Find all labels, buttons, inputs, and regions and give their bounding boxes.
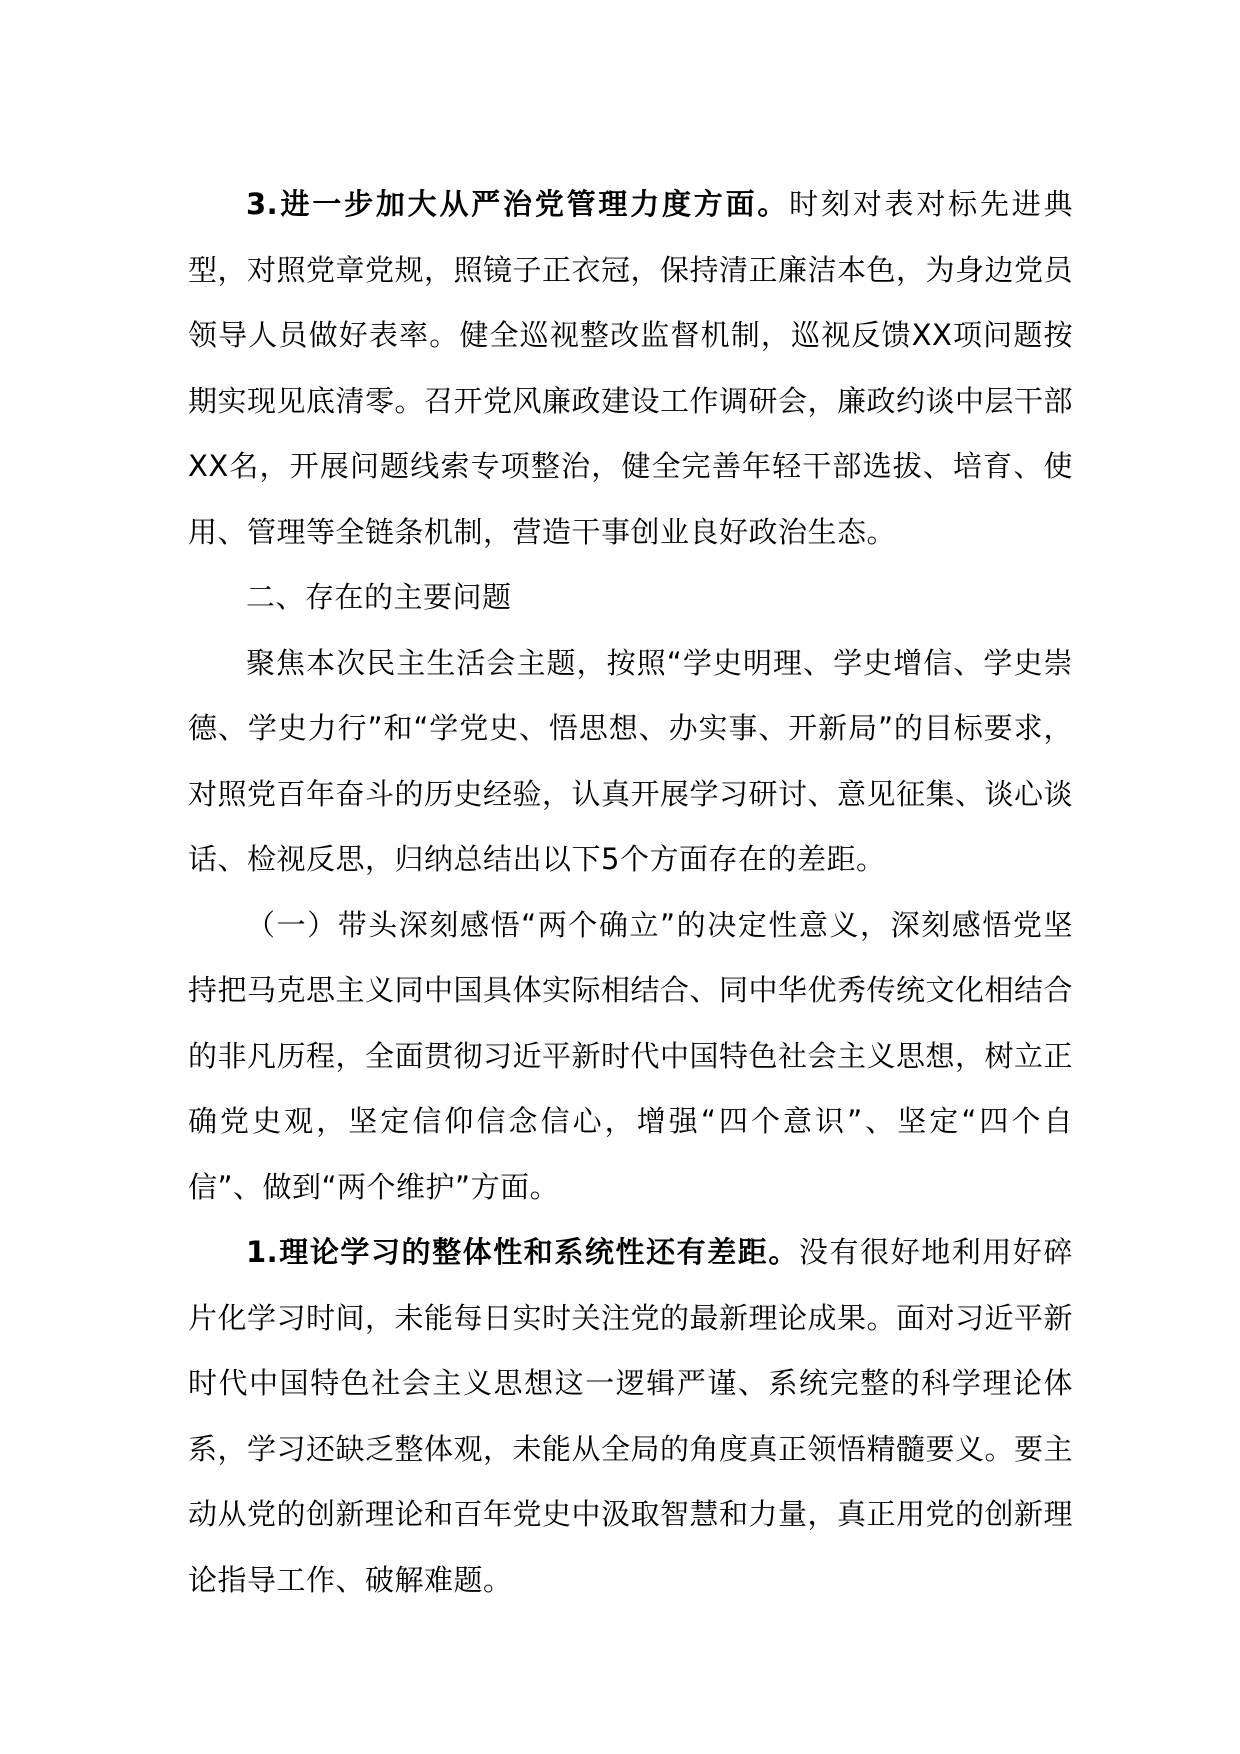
paragraph-theme-focus <box>188 631 1073 893</box>
document-body <box>188 172 1073 1613</box>
paragraph-text: （一）带头深刻感悟“两个确立”的决定性意义，深刻感悟党坚持把马克思主义同中国具体实际相结合、同中华优秀传统文化相结合的非凡历程，全面贯彻习近平新时代中国特色社会主义思想，树立正确党史观，坚定信仰信念信心，增强“四个意识”、坚定“四个自信”、做到“两个维护”方面。 <box>188 907 1074 1204</box>
paragraph-theory-study <box>188 1220 1073 1613</box>
paragraph-lead-bold: 1.理论学习的整体性和系统性还有差距。 <box>246 1235 799 1269</box>
heading-text: 二、存在的主要问题 <box>246 580 512 614</box>
paragraph-text: 时刻对表对标先进典型，对照党章党规，照镜子正衣冠，保持清正廉洁本色，为身边党员领导人员做好表率。健全巡视整改监督机制，巡视反馈XX项问题按期实现见底清零。召开党风廉政建设工作调研会，廉政约谈中层干部XX名，开展问题线索专项整治，健全完善年轻干部选拔、培育、使用、管理等全链条机制，营造干事创业良好政治生态。 <box>188 187 1074 549</box>
section-heading-main-problems <box>188 565 1073 631</box>
paragraph-text: 聚焦本次民主生活会主题，按照“学史明理、学史增信、学史崇德、学史力行”和“学党史、悟思想、办实事、开新局”的目标要求，对照党百年奋斗的历史经验，认真开展学习研讨、意见征集、谈心谈话、检视反思，归纳总结出以下5个方面存在的差距。 <box>188 645 1074 876</box>
paragraph-party-discipline <box>188 172 1073 565</box>
paragraph-subsection-one <box>188 893 1073 1221</box>
paragraph-text: 没有很好地利用好碎片化学习时间，未能每日实时关注党的最新理论成果。面对习近平新时代中国特色社会主义思想这一逻辑严谨、系统完整的科学理论体系，学习还缺乏整体观，未能从全局的角度真正领悟精髓要义。要主动从党的创新理论和百年党史中汲取智慧和力量，真正用党的创新理论指导工作、破解难题。 <box>188 1235 1074 1597</box>
paragraph-lead-bold: 3.进一步加大从严治党管理力度方面。 <box>246 187 790 221</box>
